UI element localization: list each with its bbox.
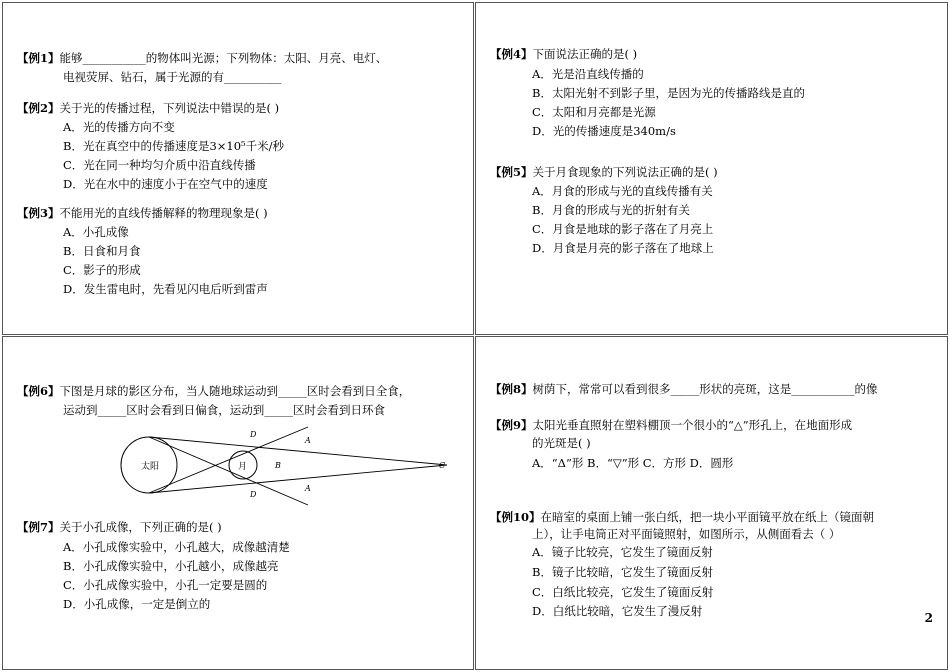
question-3-option-b: B．日食和月食 [63, 244, 141, 258]
panel-bottom-right [475, 336, 948, 670]
question-7 [17, 518, 222, 537]
question-5-option-c: C．月食是地球的影子落在了月亮上 [532, 222, 714, 236]
question-5-stem: 关于月食现象的下列说法正确的是( ) [532, 165, 718, 179]
question-9-options: A．“Δ”形 B．“▽”形 C．方形 D．圆形 [532, 456, 734, 470]
question-3-stem: 不能用光的直线传播解释的物理现象是( ) [59, 206, 268, 220]
question-8-tag: 【例8】 [490, 382, 533, 396]
question-6-line1: 下图是月球的影区分布，当人随地球运动到_____区时会看到日全食， [59, 384, 411, 398]
question-6-tag: 【例6】 [17, 384, 60, 398]
question-3-option-a: A．小孔成像 [63, 225, 129, 239]
question-7-option-b: B．小孔成像实验中，小孔越小，成像越亮 [63, 559, 279, 573]
region-label-d-top: D [250, 430, 257, 439]
question-4-option-a: A．光是沿直线传播的 [532, 67, 644, 81]
question-9-tag: 【例9】 [490, 418, 533, 432]
question-2-option-c: C．光在同一种均匀介质中沿直线传播 [63, 158, 256, 172]
question-10-option-c: C．白纸比较亮，它发生了镜面反射 [532, 585, 714, 599]
question-2-option-a: A．光的传播方向不变 [63, 120, 175, 134]
region-label-b: B [275, 461, 281, 470]
question-4-option-b: B．太阳光射不到影子里，是因为光的传播路线是直的 [532, 86, 805, 100]
question-9 [490, 416, 852, 435]
umbra-ray-bottom [149, 465, 447, 493]
question-7-tag: 【例7】 [17, 520, 60, 534]
question-4-option-c: C．太阳和月亮都是光源 [532, 105, 656, 119]
region-label-a-top: A [305, 436, 311, 445]
question-2-option-d: D．光在水中的速度小于在空气中的速度 [63, 177, 268, 191]
moon-shadow-diagram [113, 425, 463, 511]
question-3-tag: 【例3】 [17, 206, 60, 220]
region-label-a-bottom: A [305, 484, 311, 493]
question-1-line2: 电视荧屏、钻石，属于光源的有__________ [63, 70, 282, 84]
question-3 [17, 204, 268, 223]
umbra-ray-top [149, 437, 447, 465]
question-8-stem: 树荫下，常常可以看到很多_____形状的亮斑，这是___________的像 [532, 382, 878, 396]
question-2 [17, 99, 279, 118]
question-4-tag: 【例4】 [490, 47, 533, 61]
question-2-tag: 【例2】 [17, 101, 60, 115]
region-label-d-bottom: D [250, 490, 257, 499]
penumbra-ray-bottom [149, 427, 308, 493]
question-9-line2: 的光斑是( ) [532, 436, 591, 450]
question-1-tag: 【例1】 [17, 51, 60, 65]
panel-top-left [2, 2, 474, 335]
question-5-option-b: B．月食的形成与光的折射有关 [532, 203, 690, 217]
question-10-line1: 在暗室的桌面上铺一张白纸，把一块小平面镜平放在纸上（镜面朝 [540, 510, 875, 524]
question-2-stem: 关于光的传播过程，下列说法中错误的是( ) [59, 101, 280, 115]
question-4-option-d: D．光的传播速度是340m/s [532, 124, 676, 138]
question-5 [490, 163, 718, 182]
question-5-option-d: D．月食是月亮的影子落在了地球上 [532, 241, 714, 255]
page-number: 2 [924, 611, 933, 625]
question-7-option-c: C．小孔成像实验中，小孔一定要是圆的 [63, 578, 268, 592]
question-10-option-b: B．镜子比较暗，它发生了镜面反射 [532, 565, 713, 579]
panel-bottom-left [2, 336, 474, 670]
question-10-option-a: A．镜子比较亮，它发生了镜面反射 [532, 545, 713, 559]
question-9-line1: 太阳光垂直照射在塑料棚顶一个很小的“△”形孔上，在地面形成 [532, 418, 853, 432]
question-6 [17, 382, 410, 401]
question-3-option-c: C．影子的形成 [63, 263, 141, 277]
question-7-option-d: D．小孔成像，一定是倒立的 [63, 597, 211, 611]
question-10-option-d: D．白纸比较暗，它发生了漫反射 [532, 604, 703, 618]
region-label-c: C [439, 461, 446, 470]
question-2-option-b: B．光在真空中的传播速度是3×10⁵千米/秒 [63, 139, 285, 153]
panel-top-right [475, 2, 948, 335]
question-7-option-a: A．小孔成像实验中，小孔越大，成像越清楚 [63, 540, 290, 554]
question-8 [490, 380, 878, 399]
question-1 [17, 49, 387, 68]
question-3-option-d: D．发生雷电时，先看见闪电后听到雷声 [63, 282, 268, 296]
sun-label: 太阳 [141, 462, 160, 472]
question-10-tag: 【例10】 [490, 510, 541, 524]
question-6-line2: 运动到_____区时会看到日偏食，运动到_____区时会看到日环食 [63, 403, 385, 417]
question-4 [490, 45, 637, 64]
question-7-stem: 关于小孔成像，下列正确的是( ) [59, 520, 222, 534]
question-5-option-a: A．月食的形成与光的直线传播有关 [532, 184, 713, 198]
question-10-line2: 上），让手电筒正对平面镜照射，如图所示，从侧面看去（ ） [532, 527, 841, 541]
question-4-stem: 下面说法正确的是( ) [532, 47, 638, 61]
question-1-line1: 能够___________的物体叫光源；下列物体：太阳、月亮、电灯、 [59, 51, 388, 65]
moon-label: 月 [238, 462, 248, 472]
penumbra-ray-top [149, 437, 308, 505]
question-5-tag: 【例5】 [490, 165, 533, 179]
